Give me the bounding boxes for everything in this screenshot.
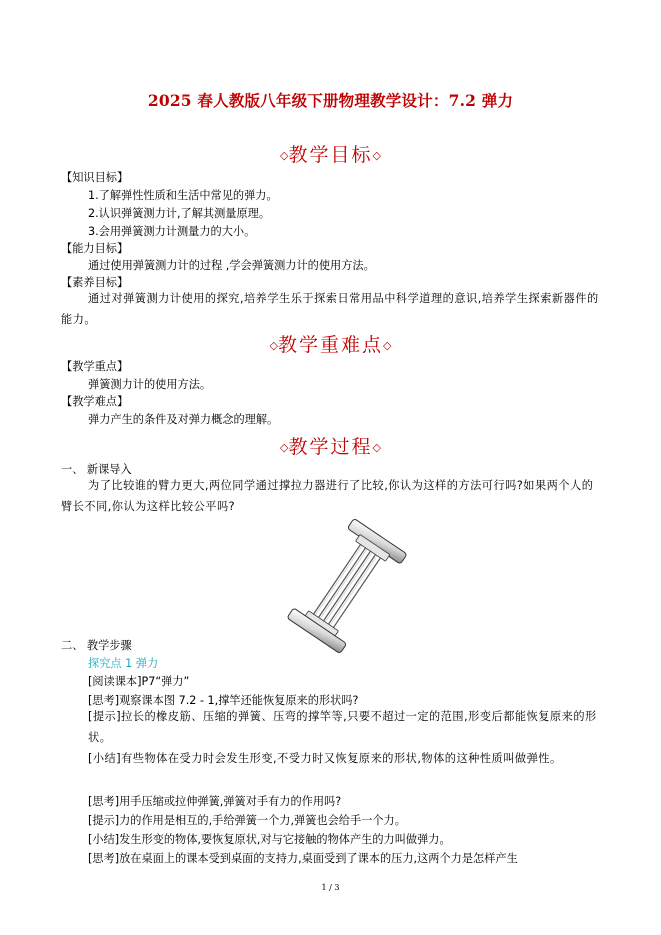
- diamond-icon: ◇: [269, 339, 278, 352]
- diamond-icon: ◇: [280, 441, 289, 454]
- page-number: 1 / 3: [321, 883, 340, 892]
- steps-heading: 二、 教学步骤: [61, 639, 132, 652]
- difficulty-label: 【教学难点】: [61, 395, 129, 408]
- diamond-icon: ◇: [372, 441, 381, 454]
- intro-heading: 一、 新课导入: [61, 463, 132, 476]
- step-hint-1-text: [提示]拉长的橡皮筋、压缩的弹簧、压弯的撑竿等,只要不超过一定的范围,形变后都能恢复原来的形状。: [88, 710, 597, 744]
- step-summary-2: [小结]发生形变的物体,要恢复原状,对与它接触的物体产生的力叫做弹力。: [88, 833, 451, 846]
- section-heading-keypoints: [0, 330, 661, 357]
- knowledge-objective-label: 【知识目标】: [61, 171, 129, 184]
- step-think-2: [思考]用手压缩或拉伸弹簧,弹簧对手有力的作用吗?: [88, 795, 342, 808]
- key-point-text: 弹簧测力计的使用方法。: [88, 378, 212, 391]
- step-hint-1: [88, 706, 603, 748]
- ability-item: 通过使用弹簧测力计的过程 ,学会弹簧测力计的使用方法。: [88, 259, 375, 272]
- difficulty-text: 弹力产生的条件及对弹力概念的理解。: [88, 413, 279, 426]
- knowledge-item-1: 1.了解弹性性质和生活中常见的弹力。: [88, 189, 278, 202]
- ability-objective-label: 【能力目标】: [61, 242, 129, 255]
- knowledge-item-3: 3.会用弹簧测力计测量力的大小。: [88, 225, 256, 238]
- section-title-objectives: 教学目标: [288, 144, 373, 166]
- step-think-3: [思考]放在桌面上的课本受到桌面的支持力,桌面受到了课本的压力,这两个力是怎样产生: [88, 852, 518, 865]
- document-title: 2025 春人教版八年级下册物理教学设计：7.2 弹力: [147, 91, 514, 110]
- diamond-icon: ◇: [383, 339, 392, 352]
- diamond-icon: ◇: [372, 149, 381, 162]
- section-title-process: 教学过程: [288, 436, 373, 458]
- key-point-label: 【教学重点】: [61, 360, 129, 373]
- section-heading-objectives: [0, 140, 661, 167]
- knowledge-item-2: 2.认识弹簧测力计,了解其测量原理。: [88, 207, 271, 220]
- intro-paragraph: 为了比较谁的臂力更大,两位同学通过撑拉力器进行了比较,你认为这样的方法可行吗?如果两个人的臂长不同,你认为这样比较公平吗?: [61, 479, 594, 513]
- step-read-textbook: [阅读课本]P7“弹力”: [88, 675, 190, 688]
- literacy-item: 通过对弹簧测力计使用的探究,培养学生乐于探索日常用品中科学道理的意识,培养学生探索新器件的能力。: [61, 292, 599, 326]
- literacy-objective-label: 【素养目标】: [61, 276, 129, 289]
- exploration-point-1: 探究点 1 弹力: [88, 657, 159, 670]
- section-title-keypoints: 教学重难点: [277, 334, 383, 356]
- step-summary-1-text: [小结]有些物体在受力时会发生形变,不受力时又恢复原来的形状,物体的这种性质叫做弹性。: [88, 752, 562, 765]
- step-summary-1: [88, 748, 603, 769]
- step-hint-2: [提示]力的作用是相互的,手给弹簧一个力,弹簧也会给手一个力。: [88, 814, 406, 827]
- spring-expander-figure: [279, 518, 415, 654]
- section-heading-process: [0, 432, 661, 459]
- step-think-1: [思考]观察课本图 7.2 - 1,撑竿还能恢复原来的形状吗?: [88, 694, 359, 707]
- diamond-icon: ◇: [280, 149, 289, 162]
